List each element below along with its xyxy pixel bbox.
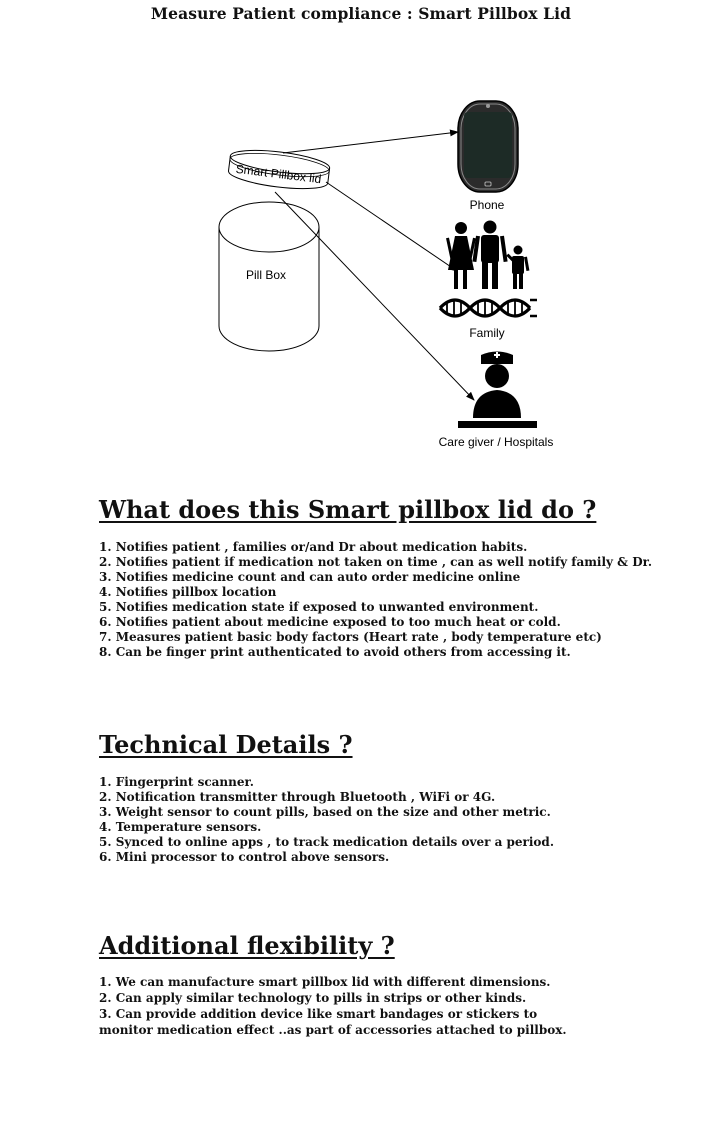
- list-item: 1. Fingerprint scanner.: [99, 775, 254, 789]
- list-item: 8. Can be finger print authenticated to avoid others from accessing it.: [99, 645, 571, 659]
- list-item: 2. Notification transmitter through Bluetooth , WiFi or 4G.: [99, 790, 496, 804]
- section-heading: What does this Smart pillbox lid do ?: [99, 495, 597, 524]
- list-item: 7. Measures patient basic body factors (Heart rate , body temperature etc): [99, 630, 602, 644]
- section-additional-flexibility: [99, 931, 699, 1038]
- section-heading: Technical Details ?: [99, 730, 353, 759]
- pillbox-diagram: [0, 0, 722, 470]
- list-item: 1. Notifies patient , families or/and Dr about medication habits.: [99, 540, 528, 554]
- list-item: 3. Notifies medicine count and can auto order medicine online: [99, 570, 521, 584]
- list-item: 1. We can manufacture smart pillbox lid with different dimensions.: [99, 975, 551, 989]
- arrow-to-family: [326, 182, 457, 271]
- list-item: 3. Can provide addition device like smart bandages or stickers to monitor medication effect ..as part of accessories attached to pillbox.: [99, 1007, 567, 1037]
- list-item: 2. Notifies patient if medication not taken on time , can as well notify family & Dr.: [99, 555, 652, 569]
- pill-box-label: Pill Box: [245, 268, 287, 282]
- list-item: 2. Can apply similar technology to pills in strips or other kinds.: [99, 991, 527, 1005]
- nurse-icon: [458, 352, 537, 429]
- section-what-it-does: [99, 495, 699, 660]
- phone-label: Phone: [469, 198, 505, 212]
- family-label: Family: [469, 326, 505, 340]
- smart-lid-shape: [227, 146, 331, 193]
- arrow-to-phone: [283, 132, 458, 153]
- list-item: 6. Mini processor to control above sensors.: [99, 850, 390, 864]
- list-item: 5. Notifies medication state if exposed to unwanted environment.: [99, 600, 539, 614]
- feature-list: [99, 540, 699, 660]
- list-item: 6. Notifies patient about medicine exposed to too much heat or cold.: [99, 615, 561, 629]
- section-heading: Additional flexibility ?: [99, 931, 395, 960]
- caregiver-label: Care giver / Hospitals: [438, 435, 554, 449]
- dna-icon: [440, 300, 537, 316]
- page-title: Measure Patient compliance : Smart Pillbox Lid: [150, 4, 572, 23]
- smart-lid-label: Smart Pillbox lid: [234, 161, 323, 187]
- list-item: 5. Synced to online apps , to track medication details over a period.: [99, 835, 555, 849]
- list-item: 4. Notifies pillbox location: [99, 585, 277, 599]
- section-technical-details: [99, 730, 699, 865]
- family-icon: [446, 221, 529, 290]
- list-item: 3. Weight sensor to count pills, based on the size and other metric.: [99, 805, 551, 819]
- technical-list: [99, 775, 699, 865]
- list-item: 4. Temperature sensors.: [99, 820, 262, 834]
- flexibility-list: [99, 974, 569, 1038]
- smartphone-icon: [458, 101, 518, 192]
